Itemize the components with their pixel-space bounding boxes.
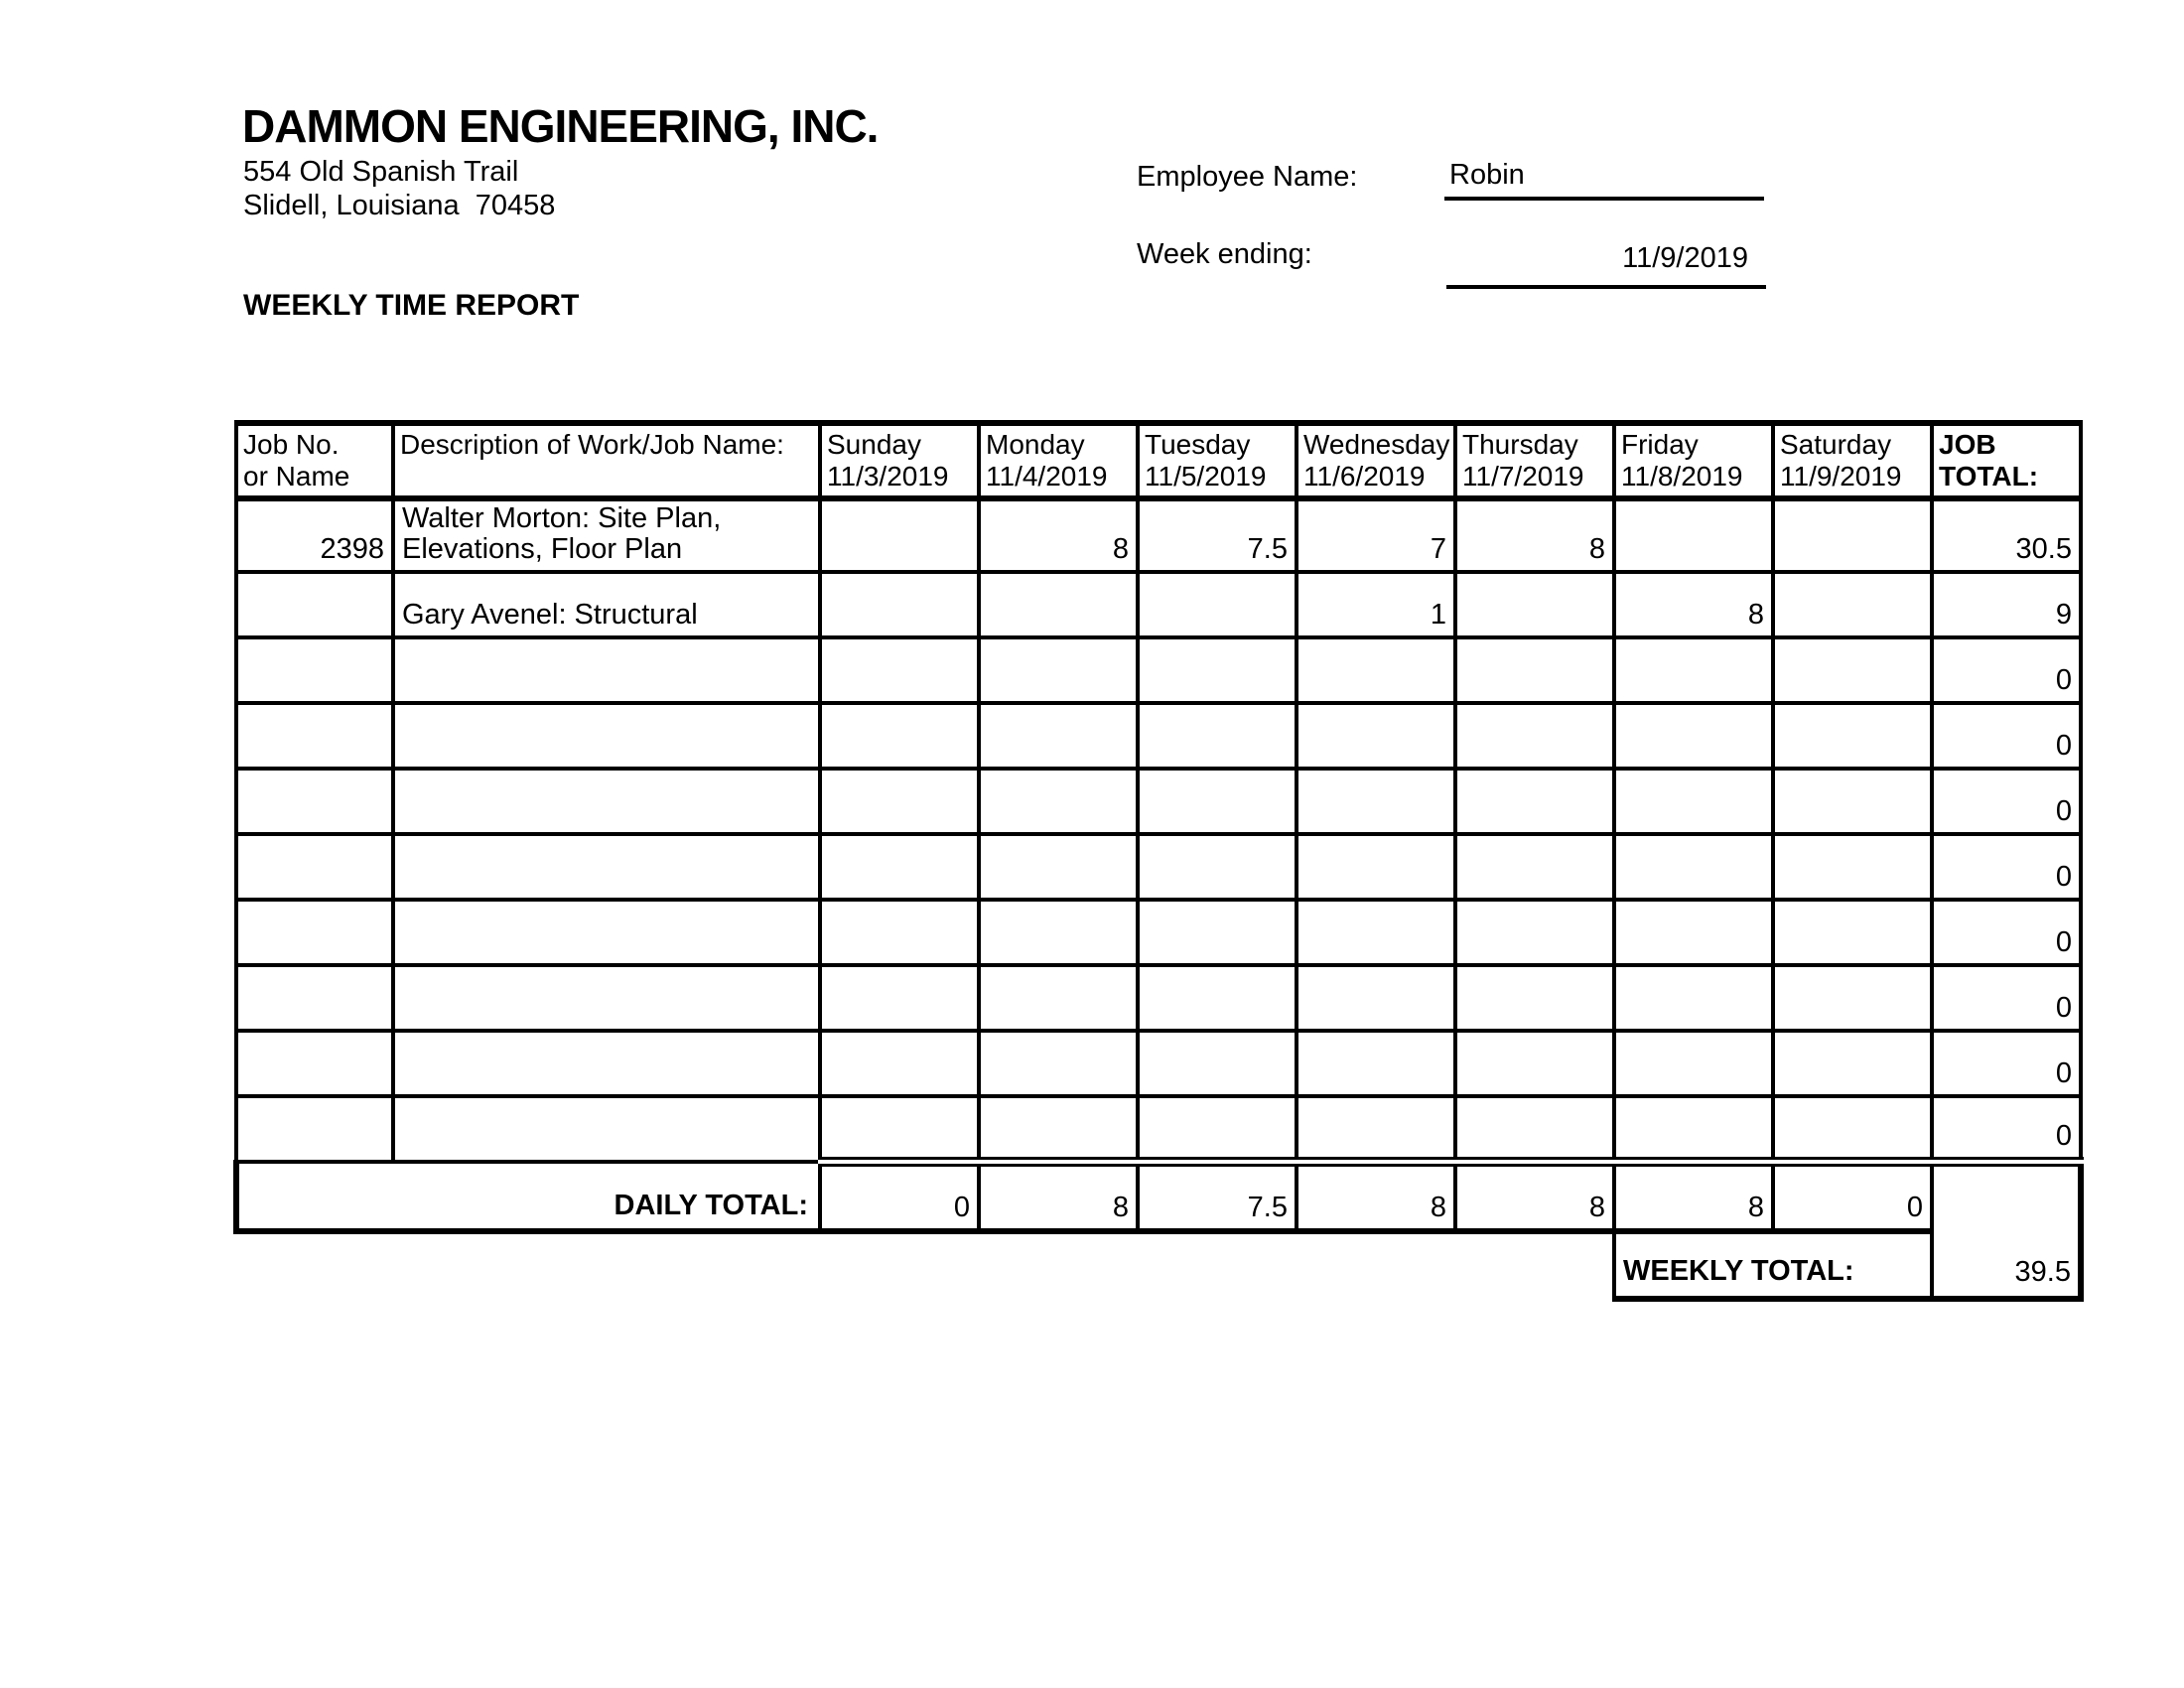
- job-no-cell[interactable]: [236, 965, 393, 1031]
- description-cell[interactable]: [393, 965, 820, 1031]
- job-total-cell: 0: [1932, 965, 2081, 1031]
- daily-total-cell: 0: [820, 1162, 979, 1231]
- day-cell[interactable]: [1773, 1096, 1932, 1162]
- day-cell[interactable]: [1455, 769, 1614, 834]
- day-cell[interactable]: 7: [1297, 498, 1455, 573]
- day-cell[interactable]: [1455, 572, 1614, 637]
- header-day-thursday: [1455, 423, 1614, 498]
- job-no-cell[interactable]: [236, 637, 393, 703]
- table-row: [236, 703, 2081, 769]
- day-cell[interactable]: [1773, 703, 1932, 769]
- day-cell[interactable]: [1773, 965, 1932, 1031]
- day-cell[interactable]: [1138, 1096, 1297, 1162]
- day-cell[interactable]: [1138, 965, 1297, 1031]
- day-cell[interactable]: [1455, 900, 1614, 965]
- table-row: [236, 1031, 2081, 1096]
- day-cell[interactable]: [1455, 1031, 1614, 1096]
- company-address-line1: 554 Old Spanish Trail: [243, 156, 519, 188]
- day-cell[interactable]: [1297, 1096, 1455, 1162]
- description-cell[interactable]: [393, 900, 820, 965]
- day-cell[interactable]: [1138, 1031, 1297, 1096]
- header-total-line1: JOB: [1939, 429, 1996, 460]
- day-cell[interactable]: [979, 1031, 1138, 1096]
- table-row: [236, 498, 2081, 573]
- description-cell[interactable]: Gary Avenel: Structural: [393, 572, 820, 637]
- table-row: [236, 572, 2081, 637]
- job-no-cell[interactable]: [236, 1031, 393, 1096]
- job-no-cell[interactable]: 2398: [236, 498, 393, 573]
- day-cell[interactable]: [1297, 1031, 1455, 1096]
- day-cell[interactable]: [820, 703, 979, 769]
- company-name: DAMMON ENGINEERING, INC.: [242, 100, 879, 152]
- header-day-friday: [1614, 423, 1773, 498]
- daily-total-cell: 0: [1773, 1162, 1932, 1231]
- day-cell[interactable]: [1455, 703, 1614, 769]
- day-cell[interactable]: [1614, 498, 1773, 573]
- day-cell[interactable]: [1614, 703, 1773, 769]
- company-address-line2: Slidell, Louisiana 70458: [243, 190, 556, 221]
- day-name: Thursday: [1462, 429, 1578, 460]
- day-cell[interactable]: [1614, 769, 1773, 834]
- week-ending-value[interactable]: 11/9/2019: [1622, 242, 1748, 274]
- day-cell[interactable]: [820, 1031, 979, 1096]
- day-cell[interactable]: [1138, 900, 1297, 965]
- header-day-tuesday: [1138, 423, 1297, 498]
- day-name: Friday: [1621, 429, 1699, 460]
- week-ending-underline: [1446, 285, 1766, 289]
- day-name: Sunday: [827, 429, 921, 460]
- day-cell[interactable]: [820, 498, 979, 573]
- day-cell[interactable]: [1138, 572, 1297, 637]
- description-cell[interactable]: [393, 769, 820, 834]
- day-cell[interactable]: 8: [1455, 498, 1614, 573]
- day-cell[interactable]: [1138, 637, 1297, 703]
- report-title: WEEKLY TIME REPORT: [243, 289, 580, 322]
- day-cell[interactable]: [1614, 1096, 1773, 1162]
- employee-name-label: Employee Name:: [1137, 161, 1358, 193]
- day-cell[interactable]: [820, 1096, 979, 1162]
- header-job-line1: Job No.: [243, 429, 340, 460]
- header-day-wednesday: [1297, 423, 1455, 498]
- day-cell[interactable]: 8: [979, 498, 1138, 573]
- day-name: Tuesday: [1145, 429, 1251, 460]
- header-job-line2: or Name: [243, 460, 350, 492]
- day-cell[interactable]: [1297, 769, 1455, 834]
- day-cell[interactable]: [1614, 900, 1773, 965]
- day-cell[interactable]: [979, 900, 1138, 965]
- day-name: Wednesday: [1303, 429, 1450, 460]
- job-total-cell: 9: [1932, 572, 2081, 637]
- day-cell[interactable]: [979, 769, 1138, 834]
- day-cell[interactable]: [1138, 703, 1297, 769]
- daily-total-label: DAILY TOTAL:: [236, 1162, 820, 1231]
- day-cell[interactable]: [820, 572, 979, 637]
- job-total-cell: 0: [1932, 769, 2081, 834]
- day-cell[interactable]: [1773, 900, 1932, 965]
- table-row: [236, 769, 2081, 834]
- job-no-cell[interactable]: [236, 703, 393, 769]
- day-cell[interactable]: [820, 900, 979, 965]
- daily-total-cell: 7.5: [1138, 1162, 1297, 1231]
- description-cell[interactable]: [393, 703, 820, 769]
- table-row: [236, 834, 2081, 900]
- day-cell[interactable]: [820, 769, 979, 834]
- header-day-monday: [979, 423, 1138, 498]
- description-cell[interactable]: [393, 1096, 820, 1162]
- table-row: [236, 1096, 2081, 1162]
- job-total-cell: 0: [1932, 637, 2081, 703]
- weekly-total-value: 39.5: [1932, 1162, 2081, 1299]
- day-cell[interactable]: [1773, 769, 1932, 834]
- weekly-row-spacer: [236, 1231, 1614, 1299]
- daily-total-row: [236, 1162, 2081, 1231]
- day-cell[interactable]: [1773, 498, 1932, 573]
- header-description: Description of Work/Job Name:: [393, 423, 820, 498]
- day-date: 11/6/2019: [1303, 460, 1426, 492]
- day-date: 11/8/2019: [1621, 460, 1743, 492]
- day-date: 11/3/2019: [827, 460, 949, 492]
- day-cell[interactable]: 7.5: [1138, 498, 1297, 573]
- job-no-cell[interactable]: [236, 1096, 393, 1162]
- job-no-cell[interactable]: [236, 572, 393, 637]
- job-total-cell: 0: [1932, 703, 2081, 769]
- employee-name-underline: [1444, 197, 1764, 201]
- day-name: Monday: [986, 429, 1085, 460]
- day-cell[interactable]: [979, 637, 1138, 703]
- table-row: [236, 900, 2081, 965]
- day-cell[interactable]: [820, 965, 979, 1031]
- description-cell[interactable]: Walter Morton: Site Plan, Elevations, Floor Plan: [393, 498, 820, 573]
- day-cell[interactable]: [1614, 965, 1773, 1031]
- day-cell[interactable]: [1297, 900, 1455, 965]
- description-cell[interactable]: [393, 1031, 820, 1096]
- day-cell[interactable]: [1297, 703, 1455, 769]
- day-cell[interactable]: [1455, 834, 1614, 900]
- job-no-cell[interactable]: [236, 900, 393, 965]
- day-cell[interactable]: [979, 834, 1138, 900]
- day-name: Saturday: [1780, 429, 1892, 460]
- day-cell[interactable]: [1138, 834, 1297, 900]
- description-cell[interactable]: [393, 834, 820, 900]
- header-total-line2: TOTAL:: [1939, 460, 2039, 492]
- day-cell[interactable]: [1614, 637, 1773, 703]
- day-cell[interactable]: [1455, 965, 1614, 1031]
- day-cell[interactable]: [820, 637, 979, 703]
- table-row: [236, 637, 2081, 703]
- day-cell[interactable]: [979, 965, 1138, 1031]
- day-cell[interactable]: [1614, 1031, 1773, 1096]
- day-cell[interactable]: [1455, 637, 1614, 703]
- employee-name-value[interactable]: Robin: [1449, 159, 1525, 191]
- day-cell[interactable]: [1297, 637, 1455, 703]
- day-cell[interactable]: [1773, 1031, 1932, 1096]
- job-no-cell[interactable]: [236, 834, 393, 900]
- daily-total-cell: 8: [1297, 1162, 1455, 1231]
- header-day-saturday: [1773, 423, 1932, 498]
- day-cell[interactable]: [1773, 834, 1932, 900]
- day-cell[interactable]: [1773, 637, 1932, 703]
- job-total-cell: 30.5: [1932, 498, 2081, 573]
- description-cell[interactable]: [393, 637, 820, 703]
- job-total-cell: 0: [1932, 1031, 2081, 1096]
- table-row: [236, 965, 2081, 1031]
- day-cell[interactable]: 8: [1614, 572, 1773, 637]
- day-date: 11/9/2019: [1780, 460, 1902, 492]
- day-cell[interactable]: [1297, 965, 1455, 1031]
- day-cell[interactable]: [1614, 834, 1773, 900]
- weekly-total-label: WEEKLY TOTAL:: [1614, 1231, 1932, 1299]
- job-total-cell: 0: [1932, 900, 2081, 965]
- week-ending-label: Week ending:: [1137, 238, 1312, 270]
- header-job-no: [236, 423, 393, 498]
- day-cell[interactable]: 1: [1297, 572, 1455, 637]
- daily-total-cell: 8: [1455, 1162, 1614, 1231]
- day-date: 11/4/2019: [986, 460, 1108, 492]
- job-total-cell: 0: [1932, 1096, 2081, 1162]
- day-cell[interactable]: [1297, 834, 1455, 900]
- header-job-total: [1932, 423, 2081, 498]
- header-row: [236, 423, 2081, 498]
- day-date: 11/5/2019: [1145, 460, 1267, 492]
- job-no-cell[interactable]: [236, 769, 393, 834]
- daily-total-cell: 8: [1614, 1162, 1773, 1231]
- job-total-cell: 0: [1932, 834, 2081, 900]
- day-date: 11/7/2019: [1462, 460, 1584, 492]
- day-cell[interactable]: [979, 572, 1138, 637]
- day-cell[interactable]: [979, 1096, 1138, 1162]
- day-cell[interactable]: [1138, 769, 1297, 834]
- day-cell[interactable]: [820, 834, 979, 900]
- daily-total-cell: 8: [979, 1162, 1138, 1231]
- header-day-sunday: [820, 423, 979, 498]
- time-report-table: [233, 420, 2084, 1302]
- day-cell[interactable]: [979, 703, 1138, 769]
- day-cell[interactable]: [1455, 1096, 1614, 1162]
- day-cell[interactable]: [1773, 572, 1932, 637]
- weekly-total-row: [236, 1231, 2081, 1299]
